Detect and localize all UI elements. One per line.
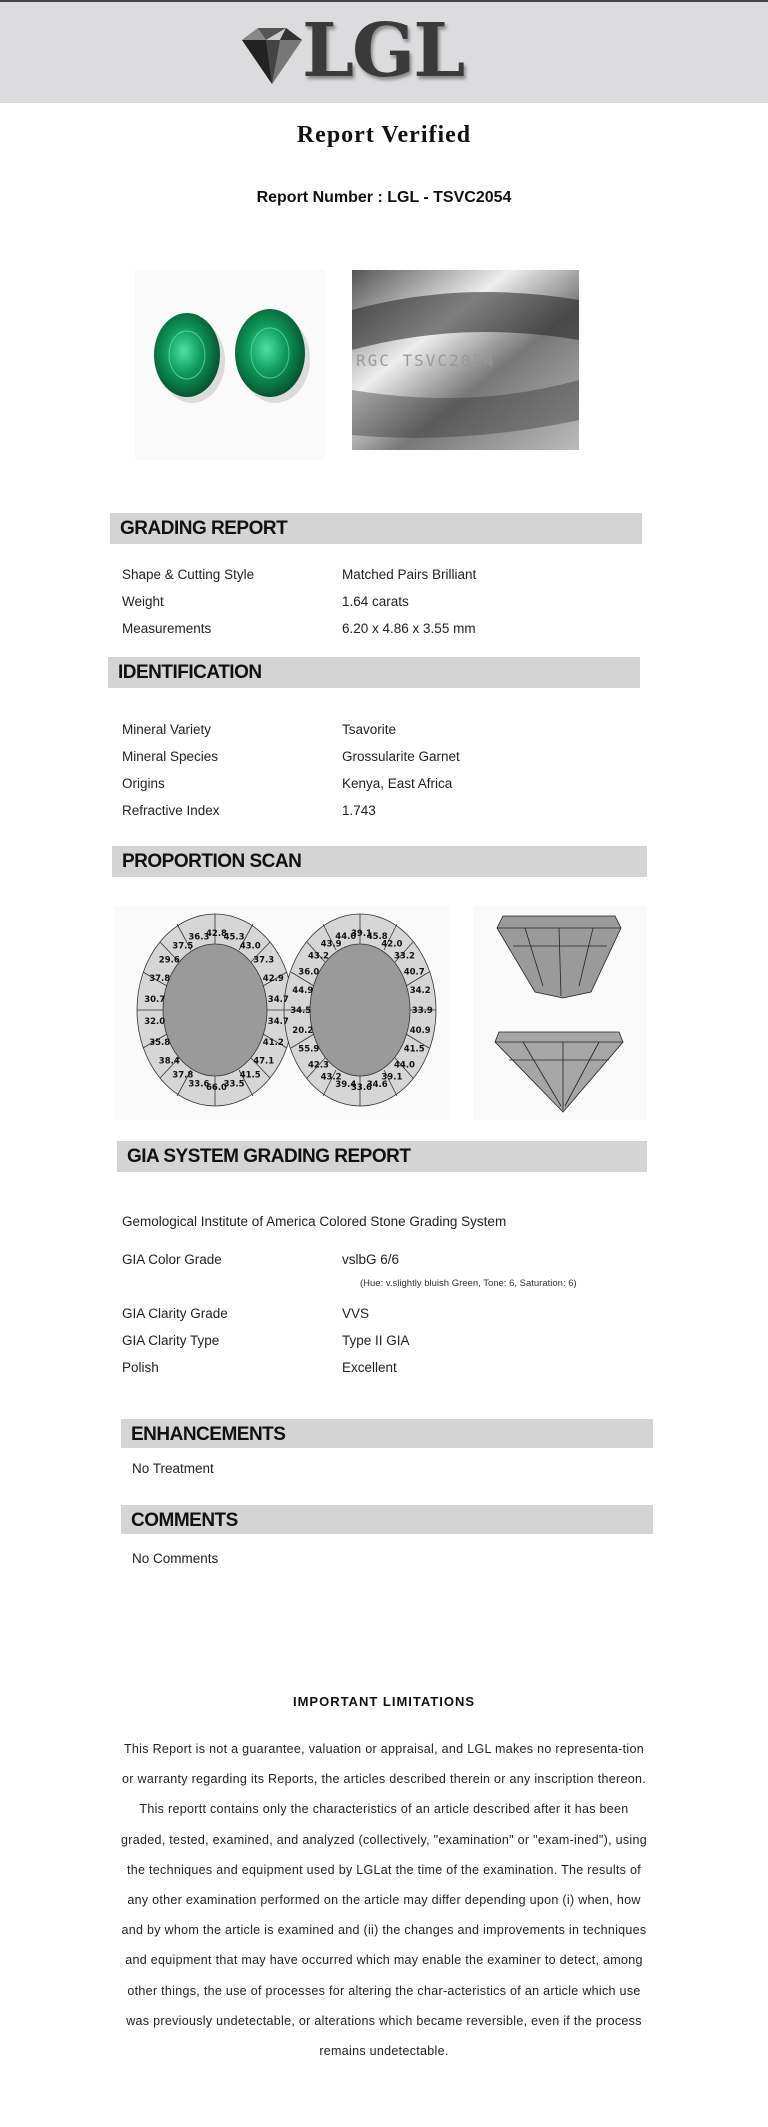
limitations-heading: IMPORTANT LIMITATIONS — [292, 1694, 476, 1709]
top-view-diagram — [115, 906, 450, 1120]
gia-color-note: (Hue: v.slightly bluish Green, Tone: 6, Saturation: 6) — [360, 1278, 577, 1289]
proportion-value: 42.0 — [381, 939, 403, 950]
page-title: Report Verified — [296, 122, 472, 148]
proportion-value: 39.1 — [381, 1072, 403, 1083]
proportion-value: 47.1 — [253, 1056, 275, 1067]
proportion-value: 44.0 — [394, 1060, 415, 1071]
proportion-value: 41.5 — [239, 1070, 261, 1081]
proportion-value: 30.7 — [144, 995, 166, 1006]
proportion-value: 42.3 — [308, 1060, 329, 1071]
profile-upper — [497, 916, 621, 998]
proportion-value: 45.8 — [366, 931, 388, 942]
limitations-text: This Report is not a guarantee, valuation or appraisal, and LGL makes no representa-tion or warranty regarding its Reports, the articles described therein or any inscription thereon. This reportt contains only the characteristics of an article described after it has been graded, tested, examined, and analyzed (collectively, "examination" or "exam-ined"), using the techniques and equipment used by LGLat the time of the examination. The results of any other examination performed on the article may differ depending upon (i) when, how and by whom the article is examined and (ii) the changes and improvements in techniques and equipment that may have occurred which may enable the examiner to detect, among other things, the use of processes for altering the char-acteristics of an article which use was previously undetectable, or alterations which became reversible, even if the process remains undetectable. — [120, 1742, 648, 2059]
proportion-value: 20.2 — [292, 1025, 314, 1036]
report-number: Report Number : LGL - TSVC2054 — [256, 189, 512, 206]
enhancements-heading: ENHANCEMENTS — [121, 1419, 653, 1448]
proportion-value: 34.7 — [267, 995, 289, 1006]
proportion-value: 43.0 — [239, 941, 261, 952]
proportion-value: 41.5 — [403, 1044, 425, 1055]
proportion-value: 43.2 — [320, 1072, 342, 1083]
proportion-value: 37.8 — [149, 974, 171, 985]
proportion-value: 37.3 — [253, 955, 275, 966]
proportion-value: 33.6 — [351, 1082, 372, 1093]
proportion-value: 42.9 — [262, 974, 284, 985]
proportion-value: 29.6 — [158, 955, 180, 966]
proportion-value: 37.5 — [172, 941, 194, 952]
identification-heading: IDENTIFICATION — [108, 657, 640, 688]
header-banner — [0, 2, 768, 103]
proportion-value: 45.3 — [223, 932, 245, 943]
proportion-value: 33.5 — [223, 1079, 245, 1090]
proportion-value: 33.6 — [188, 1079, 210, 1090]
diamond-icon — [232, 22, 312, 92]
proportion-scan-top-view — [115, 906, 450, 1120]
proportion-value: 40.7 — [403, 967, 425, 978]
proportion-value: 36.3 — [188, 932, 210, 943]
proportion-value: 34.6 — [366, 1080, 388, 1091]
proportion-value: 42.8 — [206, 929, 227, 940]
proportion-value: 37.8 — [172, 1070, 194, 1081]
proportion-value: 55.9 — [298, 1044, 320, 1055]
proportion-value: 34.2 — [409, 986, 431, 997]
proportion-value: 66.0 — [206, 1082, 227, 1093]
proportion-value: 44.0 — [335, 931, 357, 942]
proportion-value: 39.1 — [351, 929, 372, 940]
profile-lower — [495, 1032, 623, 1112]
proportion-value: 33.2 — [394, 951, 415, 962]
proportion-value: 43.9 — [320, 939, 342, 950]
proportion-value: 40.9 — [409, 1025, 431, 1036]
proportion-scan-heading: PROPORTION SCAN — [112, 846, 647, 877]
proportion-value: 35.8 — [149, 1037, 171, 1048]
proportion-value: 32.0 — [144, 1016, 166, 1027]
lgl-logo[interactable] — [232, 8, 492, 94]
logo-text: LGL — [302, 8, 464, 94]
grading-report-heading: GRADING REPORT — [110, 513, 642, 544]
proportion-scan-side-view — [473, 906, 647, 1120]
proportion-value: 36.0 — [298, 967, 320, 978]
side-view-diagram — [473, 906, 647, 1120]
proportion-value: 44.9 — [292, 986, 314, 997]
proportion-value: 41.2 — [262, 1037, 284, 1048]
proportion-value: 38.4 — [158, 1056, 180, 1067]
inscription-text: RGC TSVC2054 — [356, 351, 496, 370]
proportion-value: 43.2 — [308, 951, 329, 962]
gia-heading: GIA SYSTEM GRADING REPORT — [117, 1141, 647, 1172]
proportion-value: 39.4 — [335, 1080, 357, 1091]
proportion-value: 34.7 — [267, 1016, 289, 1027]
gemstone-photo — [135, 270, 325, 460]
comments-heading: COMMENTS — [121, 1505, 653, 1534]
proportion-value: 33.9 — [411, 1006, 433, 1016]
inscription-photo — [352, 270, 579, 450]
proportion-value: 34.5 — [290, 1006, 312, 1016]
stone-1-top — [137, 914, 293, 1106]
